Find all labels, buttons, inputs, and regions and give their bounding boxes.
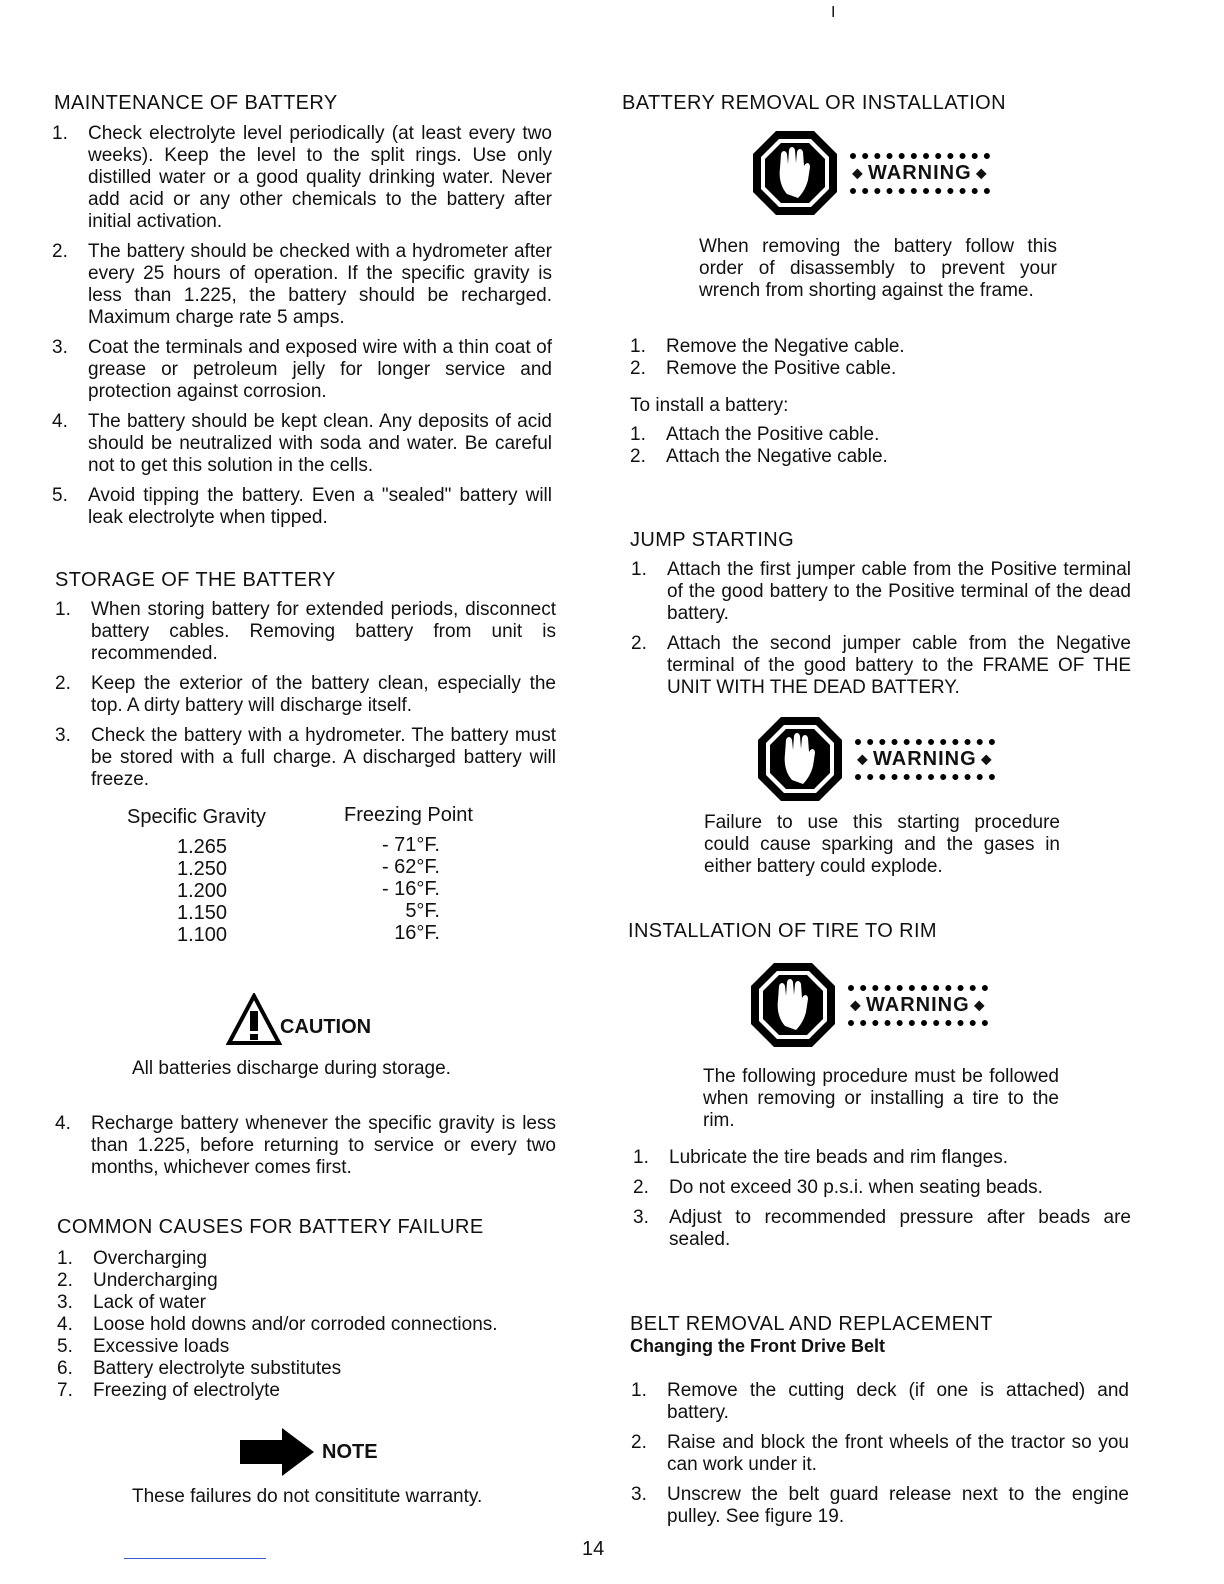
storage-list [55,599,556,791]
belt-title: BELT REMOVAL AND REPLACEMENT [630,1313,993,1335]
top-mark: I [831,4,836,21]
table-header-gravity: Specific Gravity [127,806,266,828]
note-badge [238,1426,378,1478]
table-cell: 1.100 [177,924,228,946]
install-list [630,424,1130,468]
jump-title: JUMP STARTING [630,529,795,551]
storage-title: STORAGE OF THE BATTERY [55,569,336,591]
warning-badge [750,128,990,218]
freezing-values [340,834,440,944]
jump-warning-text: Failure to use this starting procedure could cause sparking and the gases in either battery could explode. [704,812,1060,877]
list-item: 3. Coat the terminals and exposed wire with a thin coat of grease or petroleum jelly for longer service and protection against corrosion. [52,337,552,402]
note-text: These failures do not consititute warranty. [132,1486,483,1507]
list-item: 2. The battery should be checked with a hydrometer after every 25 hours of operation. If the specific gravity is less than 1.225, the battery should be recharged. Maximum charge rate 5 amps. [52,241,552,328]
list-item: 1. Overcharging [57,1248,208,1269]
warning-badge [755,714,995,804]
stop-hand-icon [755,714,845,804]
table-cell: 16°F. [394,922,440,944]
table-cell: - 16°F. [381,878,440,900]
install-intro: To install a battery: [630,395,789,416]
tire-list [633,1147,1131,1251]
list-item: 2. Attach the second jumper cable from the Negative terminal of the good battery to the FRAME OF THE UNIT WITH THE DEAD BATTERY. [631,633,1131,698]
list-item: 1. Lubricate the tire beads and rim flanges. [633,1147,1009,1168]
table-header-freezing: Freezing Point [344,804,473,826]
jump-list [631,559,1131,699]
arrow-right-icon [238,1426,316,1478]
tire-title: INSTALLATION OF TIRE TO RIM [628,920,937,942]
list-item: 6. Battery electrolyte substitutes [57,1358,342,1379]
list-item: 1. Remove the Negative cable. [630,336,905,357]
table-cell: 5°F. [405,900,440,922]
caution-label: CAUTION [280,1015,372,1038]
table-cell: - 62°F. [381,856,440,878]
list-item: 1. When storing battery for extended periods, disconnect battery cables. Removing battery from unit is recommended. [55,599,556,664]
tire-warning-text: The following procedure must be followed when removing or installing a tire to the rim. [703,1066,1059,1131]
maintenance-title: MAINTENANCE OF BATTERY [54,92,338,114]
list-item: 4. Recharge battery whenever the specific gravity is less than 1.225, before returning to service or every two months, whichever comes first. [55,1113,556,1178]
list-item: 2. Keep the exterior of the battery clean, especially the top. A dirty battery will discharge itself. [55,673,556,716]
belt-subtitle: Changing the Front Drive Belt [630,1336,886,1356]
warning-label: ◆ WARNING ◆ [850,153,990,194]
list-item: 3. Lack of water [57,1292,206,1313]
removal-title: BATTERY REMOVAL OR INSTALLATION [622,92,1006,114]
list-item: 4. The battery should be kept clean. Any deposits of acid should be neutralized with soda and water. Be careful not to get this solution in the cells. [52,411,552,476]
stop-hand-icon [748,960,838,1050]
divider-line [124,1558,266,1559]
table-cell: 1.200 [177,880,228,902]
list-item: 1. Attach the Positive cable. [630,424,880,445]
list-item: 3. Unscrew the belt guard release next to the engine pulley. See figure 19. [631,1484,1129,1527]
caution-badge [226,993,371,1047]
warning-label: ◆ WARNING ◆ [848,985,988,1026]
warning-badge [748,960,988,1050]
list-item: 7. Freezing of electrolyte [57,1380,280,1401]
stop-hand-icon [750,128,840,218]
list-item: 5. Excessive loads [57,1336,230,1357]
caution-text: All batteries discharge during storage. [132,1058,451,1079]
causes-title: COMMON CAUSES FOR BATTERY FAILURE [57,1216,484,1238]
caution-triangle-icon [226,993,282,1047]
list-item: 2. Undercharging [57,1270,218,1291]
table-cell: - 71°F. [381,834,440,856]
gravity-values [177,836,257,946]
belt-list [631,1380,1129,1528]
list-item: 3. Check the battery with a hydrometer. The battery must be stored with a full charge. A discharged battery will freeze. [55,725,556,790]
storage-list-cont [55,1113,556,1179]
table-cell: 1.250 [177,858,228,880]
note-label: NOTE [322,1440,378,1463]
removal-list [630,336,1130,380]
list-item: 1. Remove the cutting deck (if one is attached) and battery. [631,1380,1129,1423]
list-item: 1. Attach the first jumper cable from the Positive terminal of the good battery to the Positive terminal of the dead battery. [631,559,1131,624]
causes-list [57,1248,557,1402]
removal-warning-text: When removing the battery follow this order of disassembly to prevent your wrench from shorting against the frame. [699,236,1057,301]
maintenance-list [52,123,552,529]
list-item: 2. Do not exceed 30 p.s.i. when seating beads. [633,1177,1043,1198]
warning-label: ◆ WARNING ◆ [855,739,995,780]
list-item: 2. Attach the Negative cable. [630,446,888,467]
list-item: 1. Check electrolyte level periodically (at least every two weeks). Keep the level to the split rings. Use only distilled water or a good quality drinking water. Never add acid or any other chemicals to the battery after initial activation. [52,123,552,232]
list-item: 4. Loose hold downs and/or corroded connections. [57,1314,498,1335]
list-item: 2. Remove the Positive cable. [630,358,897,379]
table-cell: 1.265 [177,836,228,858]
table-cell: 1.150 [177,902,228,924]
list-item: 5. Avoid tipping the battery. Even a "sealed" battery will leak electrolyte when tipped. [52,485,552,528]
page-number: 14 [582,1538,605,1560]
list-item: 3. Adjust to recommended pressure after beads are sealed. [633,1207,1131,1250]
list-item: 2. Raise and block the front wheels of the tractor so you can work under it. [631,1432,1129,1475]
